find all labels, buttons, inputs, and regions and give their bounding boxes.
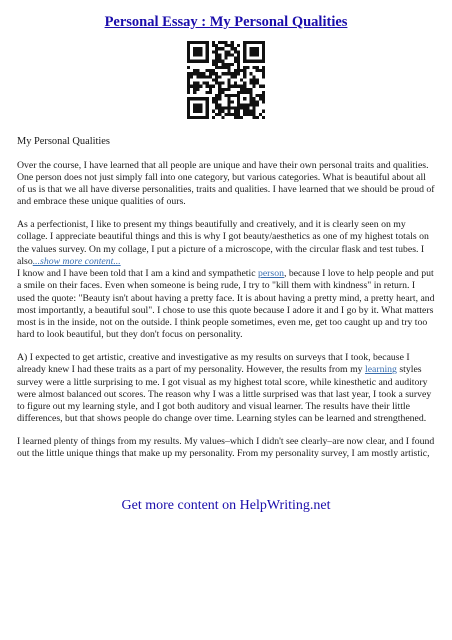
paragraph-2 (17, 219, 435, 268)
qr-code-icon (187, 41, 265, 119)
essay-heading: My Personal Qualities (17, 136, 110, 147)
helpwriting-footer-link[interactable]: Get more content on HelpWriting.net (121, 498, 331, 513)
document-title-link[interactable]: Personal Essay : My Personal Qualities (104, 14, 348, 30)
paragraph-3 (17, 268, 435, 342)
paragraph-4-text-end: styles survey were a little surprising to me. I got visual as my highest total score, while kinesthetic and auditory were almost balanced out scores. The reason why I was a little surprised was that last year, I took a survey to figure out my learning style, and I got both auditory and visual learner. The results have their little differences, but that shows people do change over time. Learning styles can be learned and strengthened. (17, 364, 432, 425)
paragraph-4 (17, 352, 435, 426)
paragraph-5: I learned plenty of things from my results. My values–which I didn't see clearly–are now clear, and I found out the little unique things that make up my personality. From my personality survey, I am mostly artistic, (17, 436, 435, 460)
learning-link[interactable]: learning (364, 364, 397, 376)
essay-body (17, 136, 435, 471)
paragraph-1: Over the course, I have learned that all people are unique and have their own personal traits and qualities. One person does not just simply fall into one category, but various categories. What is beautiful about all of us is that we all have diverse personalities, traits and qualities. I have learned that we should be proud of and embrace these unique qualities of ours. (17, 159, 435, 208)
paragraph-3-text-end: , because I love to help people and put a smile on their faces. Even when someone is being rude, I try to "kill them with kindness" in return. I used the quote: "Beauty isn't about having a pretty face. It is about having a pretty mind, a pretty heart, and most importantly, a beautiful soul". I chose to use this quote because I adore it and I go by it. What matters most is in the inside, not on the outside. I think people sometimes, even me, get too caught up and try too hard to look beautiful, but they don't focus on personality. (17, 268, 435, 341)
show-more-link[interactable]: ...show more content... (32, 255, 121, 267)
person-link[interactable]: person (257, 268, 284, 279)
paragraph-2-text: As a perfectionist, I like to present my things beautifully and creatively, and it is clearly seen on my collage. I appreciate beautiful things and this is why I got beauty/aesthetics as one of my highest totals on the values survey. On my collage, I put a picture of a microscope, with the circular flask and test tubes. I also (17, 219, 429, 267)
paragraph-3-text-start: I know and I have been told that I am a kind and sympathetic (17, 268, 258, 279)
paragraph-4-text-start: A) I expected to get artistic, creative and investigative as my results on surveys that I took, because I already knew I had these traits as a part of my personality. However, the results from my (17, 352, 410, 376)
